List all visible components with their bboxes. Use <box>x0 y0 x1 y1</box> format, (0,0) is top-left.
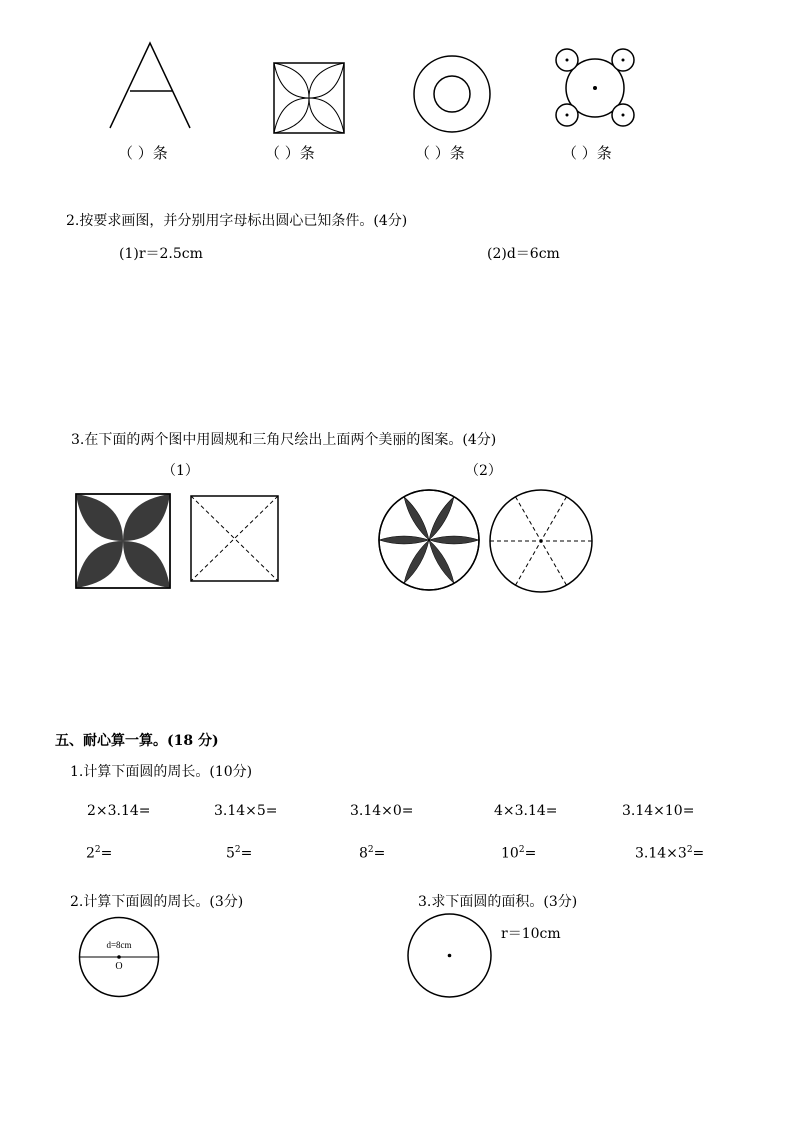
section-5-heading: 五、耐心算一算。(18 分) <box>55 733 219 749</box>
calc-base: 2 <box>86 845 95 862</box>
circle-radius-figure <box>406 912 493 999</box>
calc-row2-item5[interactable] <box>635 845 704 862</box>
section-5-question-3-text: 3.求下面圆的面积。(3分) <box>418 894 578 910</box>
diameter-label: d=8cm <box>106 940 132 950</box>
question-2-part-1: (1)r＝2.5cm <box>119 246 203 262</box>
calc-row1-item1[interactable]: 2×3.14= <box>87 803 151 819</box>
calc-base: 8 <box>359 845 368 862</box>
calc-equals: = <box>100 845 113 862</box>
calc-row1-item4[interactable]: 4×3.14= <box>494 803 558 819</box>
figure-ring <box>412 54 492 134</box>
calc-row1-item5[interactable]: 3.14×10= <box>622 803 695 819</box>
section-5-question-1-text: 1.计算下面圆的周长。(10分) <box>70 764 253 780</box>
question-3-text: 3.在下面的两个图中用圆规和三角尺绘出上面两个美丽的图案。(4分) <box>71 432 497 448</box>
pattern-square-filled <box>75 493 171 589</box>
calc-exponent: 2 <box>234 845 241 855</box>
question-3-label-1: （1） <box>162 463 199 479</box>
radius-label: r＝10cm <box>501 926 561 942</box>
calc-equals: = <box>240 845 253 862</box>
calc-row2-item2[interactable] <box>226 845 252 862</box>
calc-equals: = <box>692 845 705 862</box>
figure-circle-with-four-circles <box>552 46 638 130</box>
center-label: O <box>115 961 123 972</box>
calc-base: 10 <box>501 845 519 862</box>
calc-base: 3.14×3 <box>635 845 687 862</box>
calc-equals: = <box>373 845 386 862</box>
calc-row2-item3[interactable] <box>359 845 385 862</box>
answer-blank-3[interactable]: （ ）条 <box>415 144 465 162</box>
answer-blank-4[interactable]: （ ）条 <box>562 144 612 162</box>
circle-diameter-figure <box>78 916 160 998</box>
calc-equals: = <box>524 845 537 862</box>
calc-row2-item4[interactable] <box>501 845 536 862</box>
calc-exponent: 2 <box>518 845 525 855</box>
section-5-question-2-text: 2.计算下面圆的周长。(3分) <box>70 894 244 910</box>
pattern-circle-filled <box>377 488 481 592</box>
question-2-part-2: (2)d＝6cm <box>487 246 560 262</box>
pattern-circle-blank[interactable] <box>488 488 594 594</box>
calc-exponent: 2 <box>367 845 374 855</box>
drawing-area-q2[interactable] <box>60 268 740 418</box>
calc-base: 5 <box>226 845 235 862</box>
answer-blank-2[interactable]: （ ）条 <box>265 144 315 162</box>
calc-row1-item3[interactable]: 3.14×0= <box>350 803 414 819</box>
calc-row2-item1[interactable] <box>86 845 112 862</box>
answer-blank-1[interactable]: （ ）条 <box>118 144 168 162</box>
calc-exponent: 2 <box>94 845 101 855</box>
pattern-square-blank[interactable] <box>190 495 280 583</box>
calc-row1-item2[interactable]: 3.14×5= <box>214 803 278 819</box>
calc-exponent: 2 <box>686 845 693 855</box>
figure-square-flower <box>273 62 345 134</box>
question-3-label-2: （2） <box>465 463 502 479</box>
figure-letter-a <box>105 40 195 132</box>
question-2-text: 2.按要求画图，并分别用字母标出圆心已知条件。(4分) <box>66 213 408 229</box>
